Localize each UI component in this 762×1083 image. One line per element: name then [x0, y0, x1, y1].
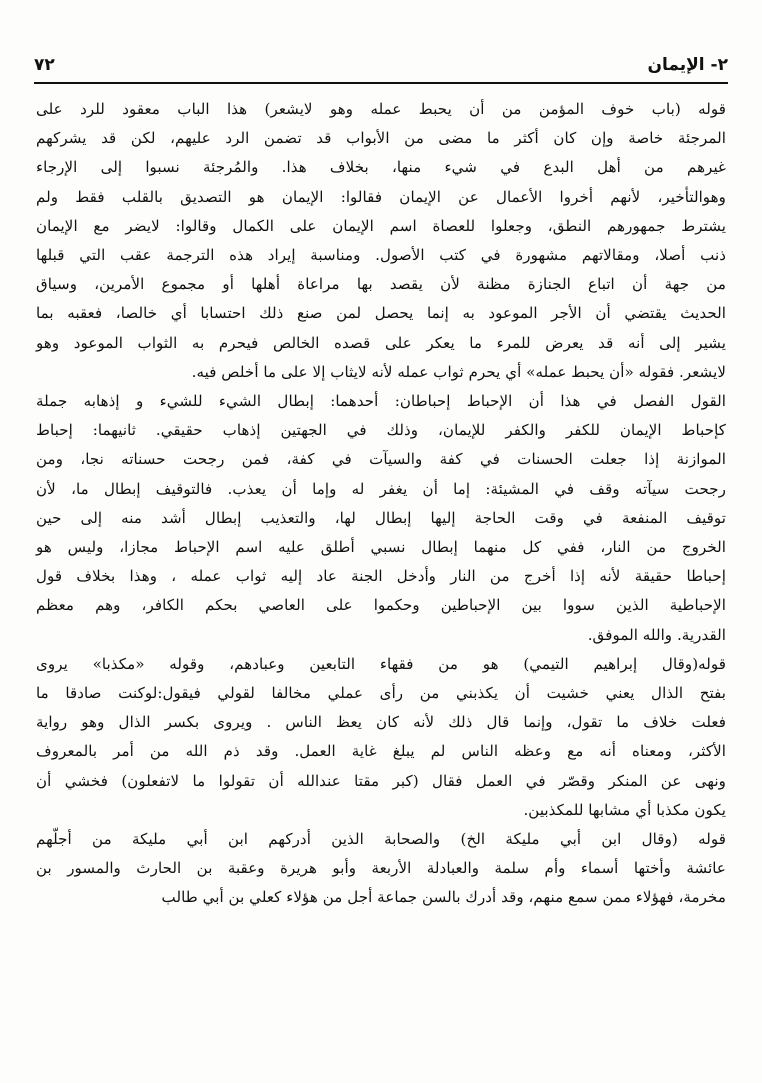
page-header — [34, 50, 728, 80]
text-line: الخروج من النار، ففي كل منهما إبطال نسبي أطلق عليه اسم الإحباط مجازا، وليس هو — [36, 538, 726, 557]
header-rule — [34, 82, 728, 84]
text-line: القول الفصل في هذا أن الإحباط إحباطان: أحدهما: إبطال الشيء للشيء و إذهابه جملة — [36, 392, 726, 411]
paragraph — [36, 387, 726, 650]
text-line: كإحباط الإيمان للكفر والكفر للإيمان، وذلك في الجهتين إذهاب حقيقي. ثانيهما: إحباط — [36, 421, 726, 440]
text-line: مخرمة، فهؤلاء ممن سمع منهم، وقد أدرك بالسن جماعة أجل من هؤلاء كعلي بن أبي طالب — [161, 888, 726, 907]
text-line: عائشة وأختها أسماء وأم سلمة والعبادلة الأربعة وأبو هريرة وعقبة بن الحارث والمسور بن — [36, 859, 726, 878]
text-line: من جهة أن اتباع الجنازة مظنة لأن يقصد بها مراعاة أهلها أو مجموع الأمرين، وسياق — [36, 275, 726, 294]
text-line: الإحباطية الذين سووا بين الإحباطين وحكموا على العاصي بحكم الكافر، وهم معظم — [36, 596, 726, 615]
text-line: الموازنة إذا جعلت الحسنات في كفة والسيآت في كفة، فمن رجحت حسناته نجا، ومن — [36, 450, 726, 469]
text-line: توقيف المنفعة في وقت الحاجة إليها إبطال لها، والتعذيب إبطال أشد منه إلى حين — [36, 508, 726, 527]
text-line: قوله(وقال إبراهيم التيمي) هو من فقهاء التابعين وعبادهم، وقوله «مكذبا» يروى — [36, 654, 726, 673]
text-line: يشير إلى أنه قد يعرض للمرء ما يعكر على قصده الخالص فيحرم به الثواب الموعود وهو — [36, 333, 726, 352]
text-line: فعلت خلاف ما تقول، وإنما قال ذلك لأنه كان يعظ الناس . ويروى بكسر الذال وهو رواية — [36, 713, 726, 732]
paragraph — [36, 825, 726, 913]
paragraph — [36, 650, 726, 825]
text-line: قوله (باب خوف المؤمن من أن يحبط عمله وهو لايشعر) هذا الباب معقود للرد على — [36, 100, 726, 118]
paragraph — [36, 95, 726, 387]
text-body — [36, 95, 726, 913]
text-line: وهوالتأخير، لأنهم أخروا الأعمال عن الإيمان فقالوا: الإيمان هو التصديق بالقلب فقط ولم — [36, 187, 726, 206]
text-line: بفتح الذال يعني خشيت أن يكذبني من رأى عملي مخالفا لقولي فيقول:لوكنت صادقا ما — [36, 684, 726, 703]
text-line: يكون مكذبا أي مشابها للمكذبين. — [523, 800, 726, 819]
chapter-title: ٢- الإيمان — [647, 55, 728, 75]
text-line: ونهى عن المنكر وقصّر في العمل فقال (كبر مقتا عندالله أن تقولوا ما لاتفعلون) فخشي أن — [36, 771, 726, 790]
text-line: قوله (وقال ابن أبي مليكة الخ) والصحابة الذين أدركهم ابن أبي مليكة من أجلّهم — [36, 830, 726, 849]
text-line: الأكثر، ومعناه أنه مع وعظه الناس لم يبلغ غاية العمل. وقد ذم الله من أمر بالمعروف — [36, 742, 726, 761]
text-line: غيرهم من أهل البدع في شيء منها، بخلاف هذا. والمُرجئة نسبوا إلى الإرجاء — [36, 158, 726, 177]
text-line: ذنب أصلا، ومقالاتهم مشهورة في كتب الأصول. ومناسبة إيراد هذه الترجمة عقب التي قبلها — [36, 246, 726, 265]
text-line: لايشعر. فقوله «أن يحبط عمله» أي يحرم ثواب عمله لأنه لايثاب إلا على ما أخلص فيه. — [191, 362, 726, 381]
page-number: ٧٢ — [34, 55, 55, 75]
text-line: إحباطا حقيقة لأنه إذا أخرج من النار وأدخل الجنة عاد إليه ثواب عمله ، وهذا بخلاف قول — [36, 567, 726, 586]
text-line: المرجئة خاصة وإن كان أكثر ما مضى من الأبواب قد تضمن الرد عليهم، لكن قد يشركهم — [36, 129, 726, 148]
text-line: القدرية. والله الموفق. — [587, 625, 726, 644]
text-line: يشترط جمهورهم النطق، وجعلوا للعصاة اسم الإيمان على الكمال وقالوا: لايضر مع الإيمان — [36, 216, 726, 235]
text-line: الحديث يقتضي أن الأجر الموعود به إنما يحصل لمن صنع ذلك احتسابا أي خالصا، فعقبه بما — [36, 304, 726, 323]
text-line: رجحت سيآته وقف في المشيئة: إما أن يغفر له وإما أن يعذب. فالتوقيف إبطال ما، لأن — [36, 479, 726, 498]
